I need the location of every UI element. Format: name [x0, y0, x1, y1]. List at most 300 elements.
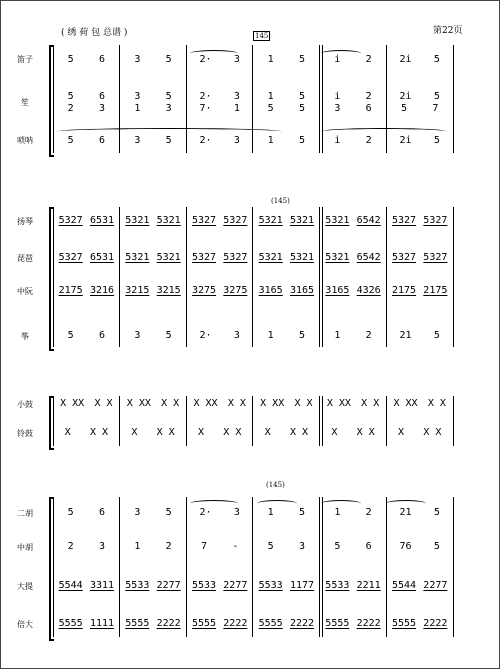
note: 3165 — [258, 285, 283, 296]
label-pipa: 琵琶 — [17, 254, 33, 263]
barline — [319, 207, 320, 347]
measure-5 — [320, 618, 387, 629]
note: X XX — [326, 398, 351, 409]
barline — [53, 396, 54, 446]
row-sheng-top — [53, 91, 453, 102]
note: 1 — [134, 103, 141, 114]
note: 3165 — [289, 285, 315, 296]
note: X — [398, 427, 405, 438]
note: 5544 — [391, 580, 417, 591]
note: 5321 — [289, 252, 315, 263]
row-linggu — [53, 427, 453, 438]
slur-erhu-3 — [321, 500, 361, 507]
note: 1111 — [89, 618, 115, 629]
note: 5321 — [156, 252, 181, 263]
barline — [322, 396, 323, 446]
note: X X — [223, 427, 242, 438]
note: 6 — [365, 541, 372, 552]
slur-dizi-1 — [190, 50, 238, 57]
note: X XX — [126, 398, 151, 409]
note: X — [331, 427, 338, 438]
note: 6 — [98, 54, 105, 65]
note: 5 — [67, 507, 74, 518]
note: i — [334, 54, 341, 65]
measure-3 — [186, 252, 253, 263]
barline — [119, 207, 120, 347]
barline — [319, 497, 320, 637]
note: 5 — [298, 135, 306, 146]
measure-6 — [386, 135, 453, 146]
measure-1 — [53, 541, 120, 552]
measure-3 — [186, 135, 253, 146]
row-suona — [53, 135, 453, 146]
barline — [453, 396, 454, 446]
row-zhongruan — [53, 285, 453, 296]
measure-6 — [386, 618, 453, 629]
note: 5533 — [258, 580, 283, 591]
measure-4 — [253, 541, 320, 552]
measure-6 — [386, 398, 453, 409]
note: 1177 — [289, 580, 315, 591]
note: 5 — [433, 507, 440, 518]
slur-suona — [57, 128, 282, 135]
note: 3 — [233, 54, 240, 65]
note: 1 — [134, 541, 141, 552]
barline — [453, 207, 454, 347]
label-erhu: 二胡 — [17, 509, 33, 518]
measure-1 — [53, 507, 120, 518]
note: 2175 — [58, 285, 83, 296]
note: 2222 — [423, 618, 448, 629]
note: 5327 — [191, 252, 217, 263]
note: X — [264, 427, 271, 438]
note: 5321 — [289, 215, 315, 226]
note: 5 — [165, 330, 172, 341]
note: X XX — [193, 398, 218, 409]
measure-3 — [186, 215, 253, 226]
note: 7· — [199, 103, 212, 114]
slur-erhu-2 — [257, 500, 297, 507]
page-number: 第22页 — [433, 26, 463, 36]
note: 5327 — [423, 252, 448, 263]
barline — [186, 45, 187, 153]
measure-6 — [386, 91, 453, 102]
measure-5 — [320, 91, 387, 102]
note: 3216 — [89, 285, 115, 296]
measure-2 — [120, 103, 187, 114]
note: 21 — [399, 330, 412, 341]
barline — [186, 207, 187, 347]
note: 4326 — [356, 285, 381, 296]
note: 5 — [267, 103, 274, 114]
note: 5555 — [391, 618, 417, 629]
note: 6 — [98, 330, 105, 341]
note: 6 — [98, 91, 105, 102]
measure-2 — [120, 507, 187, 518]
note: 1 — [233, 103, 240, 114]
measure-1 — [53, 215, 120, 226]
note: 5 — [298, 507, 306, 518]
note: 2222 — [223, 618, 248, 629]
row-sheng-bottom — [53, 103, 453, 114]
label-dizi: 笛子 — [17, 55, 33, 64]
slur-erhu-4 — [386, 500, 426, 507]
note: 2222 — [289, 618, 315, 629]
measure-2 — [120, 427, 187, 438]
measure-2 — [120, 580, 187, 591]
note: 5327 — [191, 215, 217, 226]
note: 5 — [298, 54, 306, 65]
barline — [319, 396, 320, 446]
note: 3 — [233, 91, 240, 102]
note: 5321 — [258, 252, 283, 263]
measure-5 — [320, 135, 387, 146]
barline — [53, 45, 54, 153]
note: 5 — [298, 330, 306, 341]
note: 5 — [334, 541, 341, 552]
measure-4 — [253, 580, 320, 591]
note: 5327 — [58, 252, 83, 263]
note: 5327 — [423, 215, 448, 226]
note: 6531 — [89, 215, 115, 226]
note: 2222 — [356, 618, 381, 629]
barline — [386, 207, 387, 347]
note: 5327 — [58, 215, 83, 226]
row-yangqin — [53, 215, 453, 226]
note: i — [334, 135, 341, 146]
measure-4 — [253, 507, 320, 518]
measure-3 — [186, 427, 253, 438]
measure-3 — [186, 398, 253, 409]
measure-2 — [120, 398, 187, 409]
note: 6 — [98, 507, 105, 518]
measure-6 — [386, 252, 453, 263]
note: 2i — [399, 91, 412, 102]
note: 5321 — [156, 215, 181, 226]
note: 2 — [365, 330, 372, 341]
barline — [119, 497, 120, 637]
note: 1 — [267, 507, 274, 518]
note: 2· — [199, 91, 212, 102]
note: 5 — [165, 91, 172, 102]
slur-dizi-2 — [321, 50, 361, 57]
measure-5 — [320, 541, 387, 552]
note: 5 — [433, 330, 440, 341]
note: 2· — [199, 507, 212, 518]
measure-3 — [186, 507, 253, 518]
note: 5 — [67, 54, 74, 65]
measure-5 — [320, 285, 387, 296]
note: 5 — [433, 135, 440, 146]
note: X — [197, 427, 205, 438]
note: 2277 — [156, 580, 181, 591]
slur-erhu-1 — [190, 500, 238, 507]
note: 6 — [365, 103, 372, 114]
note: 5327 — [223, 252, 248, 263]
note: 2· — [199, 54, 212, 65]
note: 2 — [67, 541, 74, 552]
note: 3 — [233, 507, 240, 518]
note: 7 — [200, 541, 208, 552]
measure-5 — [320, 215, 387, 226]
note: 5544 — [58, 580, 83, 591]
note: 5 — [433, 541, 440, 552]
note: 5555 — [325, 618, 350, 629]
label-zhongruan: 中阮 — [17, 287, 33, 296]
measure-1 — [53, 618, 120, 629]
measure-4 — [253, 135, 320, 146]
note: 5 — [298, 103, 306, 114]
measure-6 — [386, 215, 453, 226]
note: 3 — [134, 507, 141, 518]
row-erhu — [53, 507, 453, 518]
note: 76 — [399, 541, 412, 552]
note: 5555 — [191, 618, 217, 629]
note: X X — [361, 398, 380, 409]
note: 7 — [432, 103, 439, 114]
label-beida: 倍大 — [17, 620, 33, 629]
measure-5 — [320, 398, 387, 409]
measure-6 — [386, 507, 453, 518]
note: 2 — [67, 103, 74, 114]
note: 3 — [134, 330, 141, 341]
note: X X — [294, 398, 313, 409]
measure-4 — [253, 618, 320, 629]
label-yangqin: 扬琴 — [17, 217, 33, 226]
row-xiaogu — [53, 398, 453, 409]
measure-1 — [53, 54, 120, 65]
measure-1 — [53, 252, 120, 263]
barline — [186, 497, 187, 637]
rehearsal-mark-plucked: (145) — [271, 197, 290, 205]
note: 5 — [165, 507, 172, 518]
note: 5 — [67, 91, 74, 102]
note: 3275 — [191, 285, 217, 296]
measure-1 — [53, 103, 120, 114]
note: 2 — [165, 541, 172, 552]
barline — [319, 45, 320, 153]
note: 1 — [267, 91, 274, 102]
measure-2 — [120, 252, 187, 263]
barline — [386, 45, 387, 153]
note: 5 — [433, 54, 440, 65]
note: 2211 — [356, 580, 381, 591]
measure-3 — [186, 103, 253, 114]
note: 2 — [365, 91, 372, 102]
note: 5 — [298, 91, 306, 102]
note: X X — [156, 427, 175, 438]
score-title: ( 绣 荷 包 总谱 ) — [61, 28, 128, 38]
measure-4 — [253, 215, 320, 226]
label-zhonghu: 中胡 — [17, 543, 33, 552]
measure-4 — [253, 427, 320, 438]
note: X X — [427, 398, 446, 409]
note: 1 — [334, 507, 341, 518]
note: X X — [94, 398, 113, 409]
label-linggu: 铃鼓 — [17, 429, 33, 438]
note: X XX — [393, 398, 418, 409]
note: 2277 — [223, 580, 248, 591]
measure-4 — [253, 54, 320, 65]
label-xiaogu: 小鼓 — [17, 400, 33, 409]
note: 5533 — [325, 580, 350, 591]
measure-2 — [120, 215, 187, 226]
note: 3 — [134, 135, 141, 146]
note: 5555 — [125, 618, 150, 629]
barline — [322, 45, 323, 153]
note: 1 — [267, 54, 274, 65]
measure-2 — [120, 285, 187, 296]
measure-3 — [186, 285, 253, 296]
note: i — [334, 91, 341, 102]
note: 5555 — [58, 618, 83, 629]
barline — [252, 497, 253, 637]
note: 5 — [165, 54, 172, 65]
note: 5327 — [391, 252, 417, 263]
note: 5 — [267, 541, 274, 552]
note: X XX — [260, 398, 285, 409]
measure-3 — [186, 580, 253, 591]
measure-3 — [186, 330, 253, 341]
note: 1 — [334, 330, 341, 341]
note: 5 — [67, 135, 74, 146]
measure-2 — [120, 91, 187, 102]
note: 3 — [298, 541, 306, 552]
note: 3 — [233, 330, 240, 341]
note: 3165 — [325, 285, 350, 296]
measure-2 — [120, 541, 187, 552]
barline — [453, 497, 454, 637]
row-zhonghu — [53, 541, 453, 552]
barline — [252, 45, 253, 153]
measure-1 — [53, 398, 120, 409]
note: 2277 — [423, 580, 448, 591]
barline — [119, 396, 120, 446]
note: 5321 — [258, 215, 283, 226]
measure-4 — [253, 285, 320, 296]
barline — [453, 45, 454, 153]
note: 5 — [433, 91, 440, 102]
note: 5321 — [125, 252, 150, 263]
measure-4 — [253, 103, 320, 114]
barline — [386, 497, 387, 637]
barline — [252, 207, 253, 347]
note: 1 — [267, 330, 274, 341]
note: 5321 — [325, 252, 350, 263]
measure-5 — [320, 580, 387, 591]
note: 6542 — [356, 215, 381, 226]
note: 3275 — [223, 285, 248, 296]
label-datti: 大提 — [17, 582, 33, 591]
note: 3311 — [89, 580, 115, 591]
measure-3 — [186, 541, 253, 552]
note: 5 — [401, 103, 408, 114]
note: 5 — [165, 135, 172, 146]
note: 5555 — [258, 618, 283, 629]
note: X XX — [60, 398, 85, 409]
slur-suona-2 — [321, 128, 447, 135]
measure-2 — [120, 135, 187, 146]
note: 2222 — [156, 618, 181, 629]
note: X — [64, 427, 71, 438]
note: 3 — [233, 135, 240, 146]
note: 3 — [98, 103, 105, 114]
note: 5321 — [125, 215, 150, 226]
measure-2 — [120, 618, 187, 629]
measure-1 — [53, 330, 120, 341]
measure-6 — [386, 103, 453, 114]
measure-4 — [253, 330, 320, 341]
rehearsal-mark-box: 145 — [255, 32, 269, 40]
barline — [386, 396, 387, 446]
note: 5533 — [191, 580, 217, 591]
measure-4 — [253, 91, 320, 102]
note: 5321 — [325, 215, 350, 226]
measure-6 — [386, 580, 453, 591]
measure-3 — [186, 618, 253, 629]
note: X X — [89, 427, 109, 438]
note: 3 — [98, 541, 105, 552]
note: 2175 — [391, 285, 417, 296]
note: 2 — [365, 135, 372, 146]
note: X X — [161, 398, 180, 409]
measure-5 — [320, 507, 387, 518]
measure-2 — [120, 330, 187, 341]
note: - — [232, 541, 239, 552]
note: 3 — [334, 103, 341, 114]
note: X X — [227, 398, 246, 409]
note: 3 — [134, 54, 141, 65]
note: 3 — [165, 103, 172, 114]
measure-5 — [320, 103, 387, 114]
row-beida — [53, 618, 453, 629]
measure-4 — [253, 398, 320, 409]
note: 2i — [399, 135, 412, 146]
note: X — [131, 427, 138, 438]
note: 21 — [399, 507, 412, 518]
note: X X — [289, 427, 309, 438]
note: 6 — [98, 135, 105, 146]
barline — [322, 207, 323, 347]
measure-6 — [386, 285, 453, 296]
rehearsal-mark-strings: (145) — [266, 481, 285, 489]
note: X X — [423, 427, 442, 438]
measure-5 — [320, 252, 387, 263]
barline — [322, 497, 323, 637]
barline — [53, 207, 54, 347]
note: 5327 — [391, 215, 417, 226]
measure-6 — [386, 427, 453, 438]
row-dizi — [53, 54, 453, 65]
measure-1 — [53, 427, 120, 438]
label-suona: 唢呐 — [17, 136, 33, 145]
measure-6 — [386, 330, 453, 341]
measure-4 — [253, 252, 320, 263]
measure-6 — [386, 541, 453, 552]
measure-6 — [386, 54, 453, 65]
measure-2 — [120, 54, 187, 65]
barline — [252, 396, 253, 446]
note: 3 — [134, 91, 141, 102]
measure-1 — [53, 285, 120, 296]
note: 6531 — [89, 252, 115, 263]
measure-3 — [186, 91, 253, 102]
note: 2175 — [423, 285, 448, 296]
note: 2 — [365, 54, 372, 65]
measure-5 — [320, 330, 387, 341]
note: 3215 — [125, 285, 150, 296]
measure-1 — [53, 135, 120, 146]
